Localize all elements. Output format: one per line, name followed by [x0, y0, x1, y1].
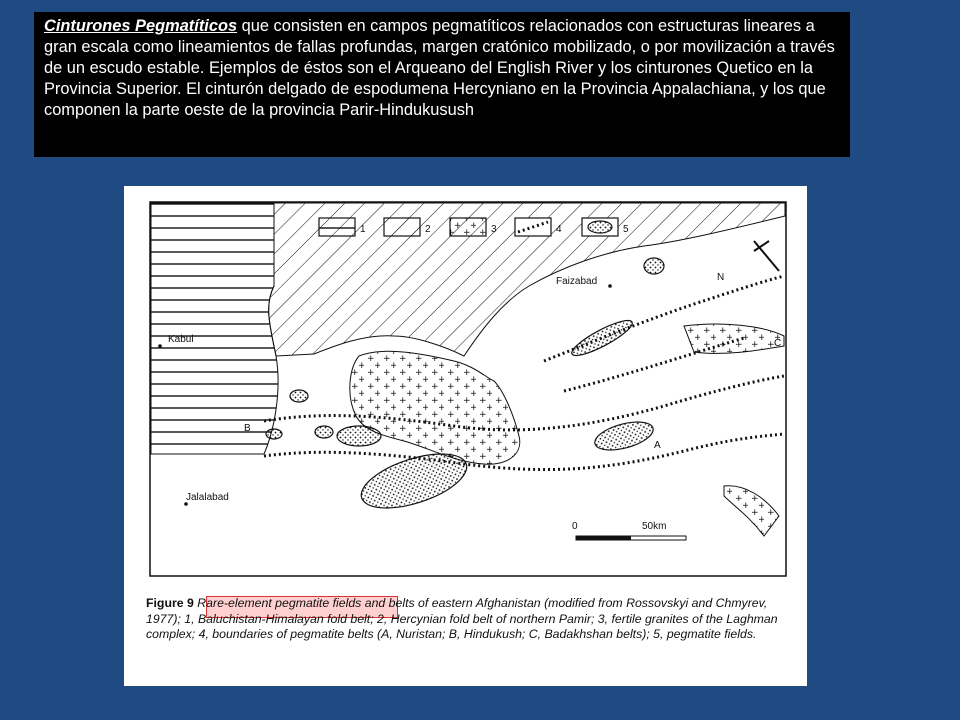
belt-label-a: A: [654, 440, 661, 451]
caption-text: and belts of eastern Afghanistan (modified from Rossovskyi and Chmyrev, 1977); 1, Baluchistan-Himalayan fold belt; 2, Hercynian fold belt of northern Pamir; 3, fertile granites of the Laghman complex; 4, boundaries of pegmatite belts (A, Nuristan; B, Hindukush; C, Badakhshan belts); 5, pegmatite fields.: [146, 596, 778, 641]
pegmatite-field: [315, 426, 333, 438]
geologic-map: [124, 186, 807, 586]
place-jalalabad: Jalalabad: [186, 492, 229, 503]
north-arrow-mark: N: [717, 272, 725, 283]
pegmatite-field: [568, 315, 636, 361]
legend-label: 4: [556, 224, 562, 235]
scale-distance: 50km: [642, 521, 667, 532]
scale-zero: 0: [572, 521, 578, 532]
unit-1-area: [151, 203, 278, 454]
legend-label: 5: [623, 224, 629, 235]
north-arrow: [717, 241, 779, 283]
figure-image: [124, 186, 807, 686]
pegmatite-field: [337, 426, 381, 446]
legend-label: 2: [425, 224, 431, 235]
legend-label: 3: [491, 224, 497, 235]
pegmatite-field: [290, 390, 308, 402]
slide-text-box: [34, 12, 850, 157]
scale-bar: [572, 521, 686, 540]
pegmatite-field: [644, 258, 664, 274]
belt-boundary: [264, 376, 784, 430]
slide-heading-text: que consisten en campos pegmatíticos relacionados con estructuras lineares a gran escala como lineamientos de fallas profundas, margen cratónico mobilizado, o por movilización a través de un escudo estable. Ejemplos de éstos son el Arqueano del English River y los cinturones Quetico en la Provincia Superior. El cinturón delgado de espodumena Hercyniano en la Provincia Appalachiana, y los que componen la parte oeste de la provincia Parir-Hindukusush: [44, 17, 835, 119]
place-kabul: Kabul: [168, 334, 194, 345]
caption-figure-label: Figure 9: [146, 596, 194, 610]
unit-3-area: [724, 486, 779, 536]
belt-label-c: C: [774, 338, 782, 349]
pegmatite-field: [592, 417, 656, 456]
slide-heading-lead: Cinturones Pegmatíticos: [44, 17, 238, 35]
figure-caption: [146, 596, 796, 643]
unit-3-area: [350, 351, 520, 464]
belt-label-b: B: [244, 423, 251, 434]
caption-highlight-text: Rare-element pegmatite fields: [197, 596, 362, 610]
unit-3-area: [684, 324, 784, 353]
legend-label: 1: [360, 224, 366, 235]
pegmatite-field: [266, 429, 282, 439]
place-faizabad: Faizabad: [556, 276, 598, 287]
